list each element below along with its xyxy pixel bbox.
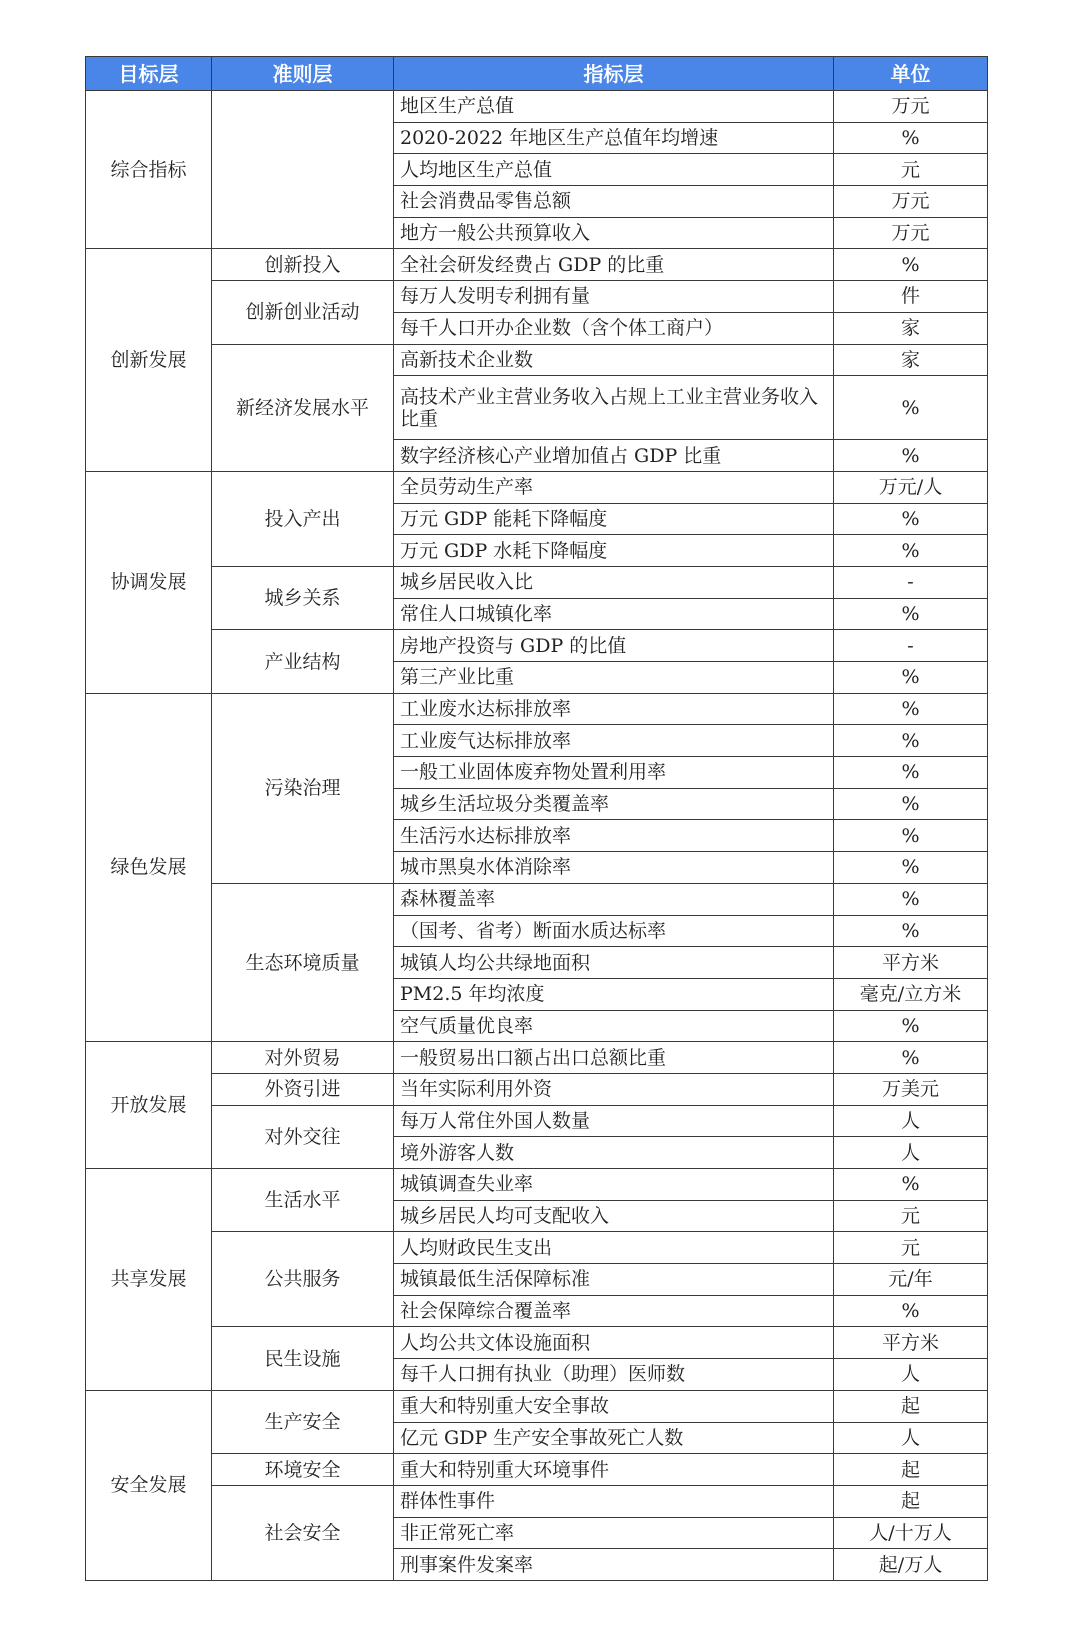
unit-cell: %: [834, 820, 988, 852]
indicator-cell: 万元 GDP 能耗下降幅度: [394, 503, 834, 535]
table-body: [86, 91, 988, 1581]
unit-cell: %: [834, 883, 988, 915]
table-row: [86, 1485, 988, 1517]
unit-cell: 人: [834, 1105, 988, 1137]
unit-cell: %: [834, 535, 988, 567]
criterion-cell: 城乡关系: [212, 566, 394, 629]
criterion-cell: 生态环境质量: [212, 883, 394, 1041]
unit-cell: 起: [834, 1454, 988, 1486]
unit-cell: 元/年: [834, 1264, 988, 1296]
unit-cell: 人/十万人: [834, 1517, 988, 1549]
table-row: [86, 630, 988, 662]
header-indicator: 指标层: [394, 57, 834, 91]
goal-cell: 绿色发展: [86, 693, 212, 1042]
table-row: [86, 1042, 988, 1074]
unit-cell: %: [834, 725, 988, 757]
indicator-cell: 城镇最低生活保障标准: [394, 1264, 834, 1296]
indicator-cell: 房地产投资与 GDP 的比值: [394, 630, 834, 662]
table-row: [86, 1105, 988, 1137]
unit-cell: 人: [834, 1359, 988, 1391]
unit-cell: 元: [834, 154, 988, 186]
goal-cell: 共享发展: [86, 1169, 212, 1391]
indicator-cell: 城乡生活垃圾分类覆盖率: [394, 788, 834, 820]
table-row: [86, 281, 988, 313]
unit-cell: %: [834, 249, 988, 281]
criterion-cell: 生活水平: [212, 1169, 394, 1232]
unit-cell: -: [834, 566, 988, 598]
indicator-cell: PM2.5 年均浓度: [394, 978, 834, 1010]
criterion-cell: 生产安全: [212, 1390, 394, 1453]
unit-cell: 件: [834, 281, 988, 313]
table-row: [86, 883, 988, 915]
criterion-cell: 污染治理: [212, 693, 394, 883]
indicator-cell: 全员劳动生产率: [394, 471, 834, 503]
indicator-cell: 城镇人均公共绿地面积: [394, 947, 834, 979]
indicator-cell: 每千人口拥有执业（助理）医师数: [394, 1359, 834, 1391]
table-row: [86, 566, 988, 598]
table-row: [86, 1073, 988, 1105]
unit-cell: 万美元: [834, 1073, 988, 1105]
table-row: [86, 1327, 988, 1359]
unit-cell: %: [834, 122, 988, 154]
indicator-cell: 重大和特别重大环境事件: [394, 1454, 834, 1486]
criterion-cell: 创新创业活动: [212, 281, 394, 344]
indicator-cell: 高新技术企业数: [394, 344, 834, 376]
unit-cell: %: [834, 852, 988, 884]
unit-cell: %: [834, 1169, 988, 1201]
unit-cell: 万元: [834, 217, 988, 249]
unit-cell: 家: [834, 312, 988, 344]
indicator-cell: 城市黑臭水体消除率: [394, 852, 834, 884]
table-row: [86, 1390, 988, 1422]
criterion-cell: 投入产出: [212, 471, 394, 566]
indicator-cell: 高技术产业主营业务收入占规上工业主营业务收入比重: [394, 376, 834, 440]
header-row: [86, 57, 988, 91]
indicator-cell: 城镇调查失业率: [394, 1169, 834, 1201]
indicator-cell: 人均公共文体设施面积: [394, 1327, 834, 1359]
indicator-cell: 第三产业比重: [394, 662, 834, 694]
criterion-cell: [212, 91, 394, 249]
unit-cell: 万元/人: [834, 471, 988, 503]
indicator-cell: 刑事案件发案率: [394, 1549, 834, 1581]
header-criterion: 准则层: [212, 57, 394, 91]
unit-cell: %: [834, 440, 988, 472]
header-unit: 单位: [834, 57, 988, 91]
indicator-cell: 常住人口城镇化率: [394, 598, 834, 630]
indicator-cell: 城乡居民收入比: [394, 566, 834, 598]
unit-cell: %: [834, 788, 988, 820]
unit-cell: 元: [834, 1232, 988, 1264]
criterion-cell: 公共服务: [212, 1232, 394, 1327]
unit-cell: 元: [834, 1200, 988, 1232]
criterion-cell: 新经济发展水平: [212, 344, 394, 471]
unit-cell: 起: [834, 1390, 988, 1422]
table-row: [86, 693, 988, 725]
criterion-cell: 社会安全: [212, 1485, 394, 1580]
indicator-cell: （国考、省考）断面水质达标率: [394, 915, 834, 947]
indicator-cell: 空气质量优良率: [394, 1010, 834, 1042]
indicator-cell: 社会保障综合覆盖率: [394, 1295, 834, 1327]
criterion-cell: 产业结构: [212, 630, 394, 693]
unit-cell: %: [834, 1295, 988, 1327]
table-row: [86, 91, 988, 123]
indicator-cell: 生活污水达标排放率: [394, 820, 834, 852]
criterion-cell: 创新投入: [212, 249, 394, 281]
unit-cell: 毫克/立方米: [834, 978, 988, 1010]
unit-cell: -: [834, 630, 988, 662]
table-row: [86, 1454, 988, 1486]
unit-cell: 万元: [834, 91, 988, 123]
unit-cell: 人: [834, 1137, 988, 1169]
indicator-cell: 一般贸易出口额占出口总额比重: [394, 1042, 834, 1074]
unit-cell: %: [834, 757, 988, 789]
indicator-cell: 一般工业固体废弃物处置利用率: [394, 757, 834, 789]
goal-cell: 综合指标: [86, 91, 212, 249]
unit-cell: %: [834, 915, 988, 947]
table-row: [86, 344, 988, 376]
unit-cell: %: [834, 693, 988, 725]
indicator-table: [85, 56, 988, 1581]
indicator-cell: 地方一般公共预算收入: [394, 217, 834, 249]
indicator-cell: 人均地区生产总值: [394, 154, 834, 186]
unit-cell: 起/万人: [834, 1549, 988, 1581]
goal-cell: 协调发展: [86, 471, 212, 693]
unit-cell: 平方米: [834, 1327, 988, 1359]
unit-cell: 平方米: [834, 947, 988, 979]
indicator-cell: 每万人常住外国人数量: [394, 1105, 834, 1137]
indicator-cell: 社会消费品零售总额: [394, 186, 834, 218]
unit-cell: 家: [834, 344, 988, 376]
unit-cell: %: [834, 598, 988, 630]
indicator-cell: 2020-2022 年地区生产总值年均增速: [394, 122, 834, 154]
unit-cell: 万元: [834, 186, 988, 218]
unit-cell: %: [834, 1010, 988, 1042]
unit-cell: 人: [834, 1422, 988, 1454]
indicator-cell: 境外游客人数: [394, 1137, 834, 1169]
goal-cell: 开放发展: [86, 1042, 212, 1169]
indicator-cell: 非正常死亡率: [394, 1517, 834, 1549]
indicator-cell: 每万人发明专利拥有量: [394, 281, 834, 313]
table-row: [86, 1169, 988, 1201]
table-row: [86, 1232, 988, 1264]
criterion-cell: 对外贸易: [212, 1042, 394, 1074]
header-goal: 目标层: [86, 57, 212, 91]
indicator-cell: 地区生产总值: [394, 91, 834, 123]
indicator-cell: 数字经济核心产业增加值占 GDP 比重: [394, 440, 834, 472]
indicator-cell: 人均财政民生支出: [394, 1232, 834, 1264]
indicator-cell: 每千人口开办企业数（含个体工商户）: [394, 312, 834, 344]
unit-cell: 起: [834, 1485, 988, 1517]
indicator-cell: 工业废气达标排放率: [394, 725, 834, 757]
indicator-cell: 森林覆盖率: [394, 883, 834, 915]
criterion-cell: 环境安全: [212, 1454, 394, 1486]
table-row: [86, 471, 988, 503]
indicator-cell: 城乡居民人均可支配收入: [394, 1200, 834, 1232]
unit-cell: %: [834, 376, 988, 440]
criterion-cell: 对外交往: [212, 1105, 394, 1168]
goal-cell: 安全发展: [86, 1390, 212, 1580]
indicator-cell: 群体性事件: [394, 1485, 834, 1517]
criterion-cell: 民生设施: [212, 1327, 394, 1390]
criterion-cell: 外资引进: [212, 1073, 394, 1105]
unit-cell: %: [834, 503, 988, 535]
unit-cell: %: [834, 662, 988, 694]
indicator-cell: 重大和特别重大安全事故: [394, 1390, 834, 1422]
goal-cell: 创新发展: [86, 249, 212, 471]
table-row: [86, 249, 988, 281]
indicator-cell: 当年实际利用外资: [394, 1073, 834, 1105]
indicator-cell: 万元 GDP 水耗下降幅度: [394, 535, 834, 567]
unit-cell: %: [834, 1042, 988, 1074]
indicator-cell: 亿元 GDP 生产安全事故死亡人数: [394, 1422, 834, 1454]
indicator-cell: 全社会研发经费占 GDP 的比重: [394, 249, 834, 281]
indicator-cell: 工业废水达标排放率: [394, 693, 834, 725]
